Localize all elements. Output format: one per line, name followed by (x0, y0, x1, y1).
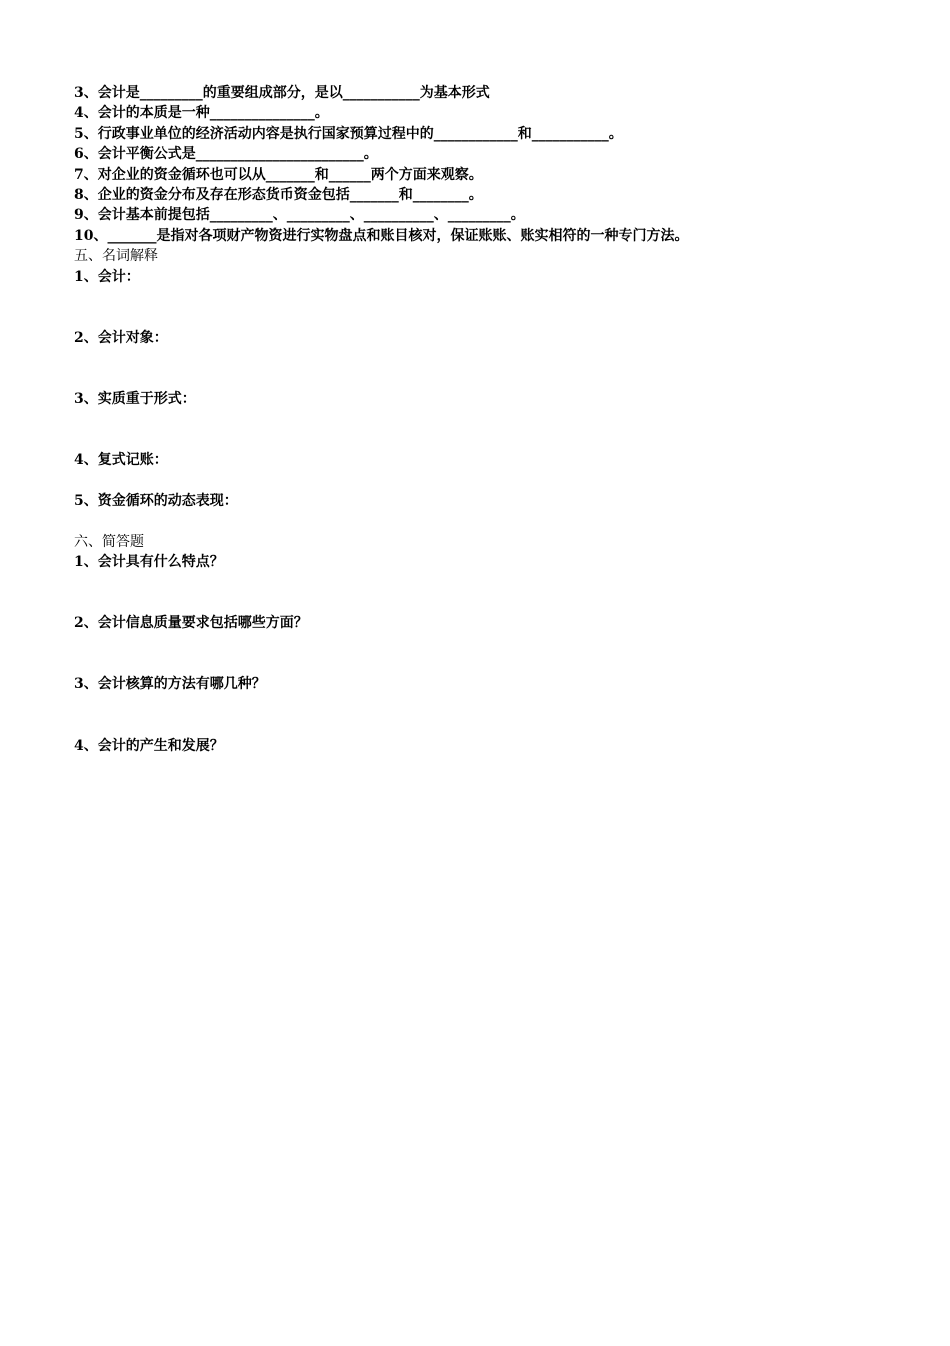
answer-space (74, 409, 894, 450)
answer-space (74, 572, 894, 613)
fill-blank-question-4: 4、会计的本质是一种_______________。 (74, 105, 329, 122)
answer-space (74, 348, 894, 389)
answer-space (74, 511, 894, 531)
answer-space (74, 634, 894, 675)
short-answer-question-2: 2、会计信息质量要求包括哪些方面？ (74, 615, 308, 632)
short-answer-question-1: 1、会计具有什么特点？ (74, 554, 224, 571)
fill-blank-question-9: 9、会计基本前提包括_________、_________、__________、_________。 (74, 207, 525, 224)
fill-blank-question-10: 10、_______是指对各项财产物资进行实物盘点和账目核对，保证账账、账实相符的一种专门方法。 (74, 227, 689, 244)
fill-blank-question-8: 8、企业的资金分布及存在形态货币资金包括_______和________。 (74, 186, 483, 203)
answer-space (74, 287, 894, 328)
term-question-2: 2、会计对象： (74, 329, 168, 346)
term-question-1: 1、会计： (74, 268, 140, 285)
term-question-4: 4、复式记账： (74, 452, 168, 469)
term-question-3: 3、实质重于形式： (74, 390, 196, 407)
term-question-5: 5、资金循环的动态表现： (74, 492, 238, 509)
fill-blank-question-6: 6、会计平衡公式是________________________。 (74, 146, 378, 163)
section-six-heading: 六、简答题 (74, 533, 144, 550)
answer-space (74, 470, 894, 490)
answer-space (74, 695, 894, 736)
short-answer-question-3: 3、会计核算的方法有哪几种？ (74, 676, 266, 693)
fill-blank-question-5: 5、行政事业单位的经济活动内容是执行国家预算过程中的____________和___________。 (74, 125, 623, 142)
section-five-heading: 五、名词解释 (74, 248, 158, 265)
fill-blank-question-7: 7、对企业的资金循环也可以从_______和______两个方面来观察。 (74, 166, 483, 183)
fill-blank-question-3: 3、会计是_________的重要组成部分，是以___________为基本形式 (74, 85, 490, 101)
short-answer-question-4: 4、会计的产生和发展？ (74, 737, 224, 754)
document-page (74, 83, 894, 756)
